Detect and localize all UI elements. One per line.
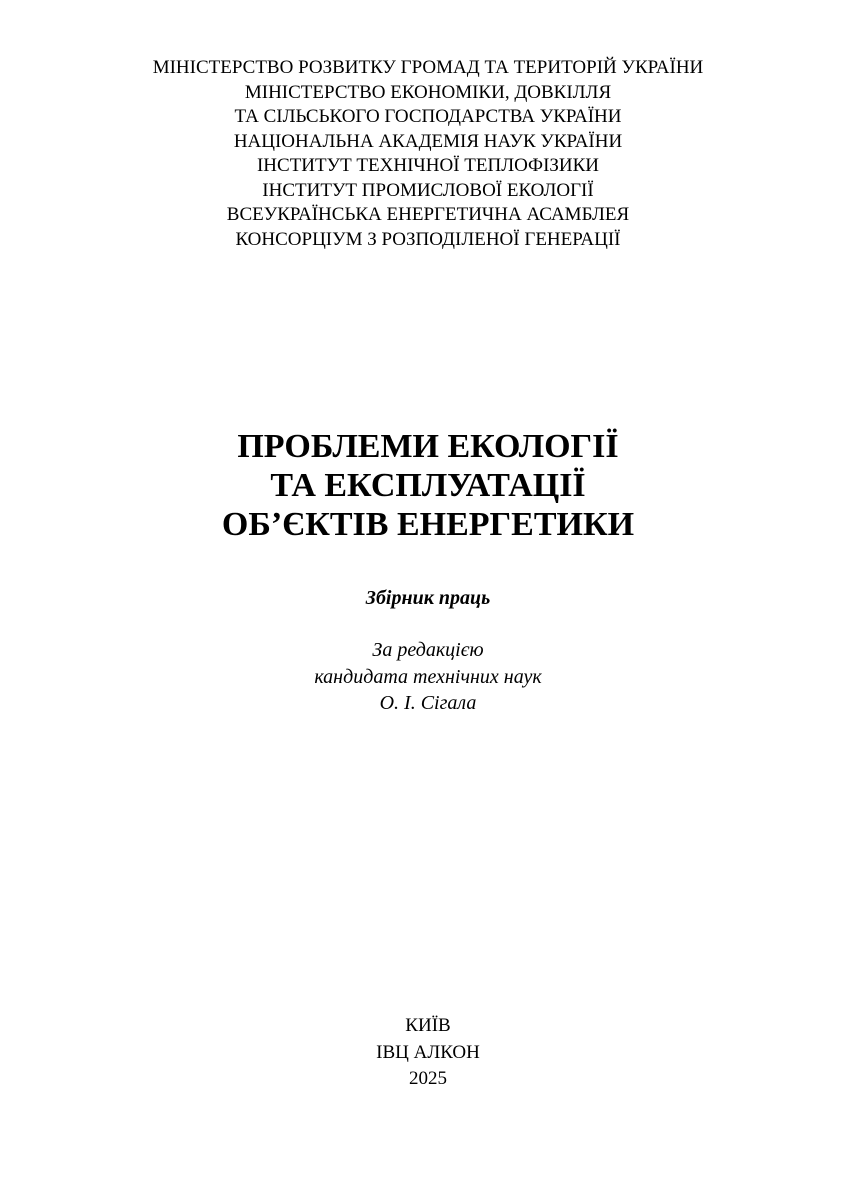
organization-line: МІНІСТЕРСТВО ЕКОНОМІКИ, ДОВКІЛЛЯ: [244, 81, 612, 103]
book-subtitle: Збірник праць: [365, 587, 491, 609]
editor-line: За редакцією: [372, 639, 484, 661]
organization-line: ІНСТИТУТ ПРОМИСЛОВОЇ ЕКОЛОГІЇ: [262, 179, 594, 201]
organization-line: ВСЕУКРАЇНСЬКА ЕНЕРГЕТИЧНА АСАМБЛЕЯ: [226, 204, 630, 225]
organization-line: ТА СІЛЬСЬКОГО ГОСПОДАРСТВА УКРАЇНИ: [234, 106, 622, 127]
book-title-line: ТА ЕКСПЛУАТАЦІЇ: [270, 467, 586, 504]
organization-line: МІНІСТЕРСТВО РОЗВИТКУ ГРОМАД ТА ТЕРИТОРІЙ УКРАЇНИ: [152, 57, 704, 78]
editor-block: [0, 637, 856, 717]
organizations-block: [0, 56, 856, 252]
imprint-city: КИЇВ: [405, 1015, 451, 1036]
organization-line: НАЦІОНАЛЬНА АКАДЕМІЯ НАУК УКРАЇНИ: [233, 130, 623, 152]
book-title-line: ОБ’ЄКТІВ ЕНЕРГЕТИКИ: [221, 506, 635, 543]
organization-line: ІНСТИТУТ ТЕХНІЧНОЇ ТЕПЛОФІЗИКИ: [256, 155, 600, 176]
imprint-year: 2025: [409, 1068, 447, 1089]
editor-line: кандидата технічних наук: [314, 665, 542, 688]
imprint-publisher: ІВЦ АЛКОН: [376, 1041, 480, 1063]
book-title: [0, 427, 856, 544]
editor-name: О. І. Сігала: [379, 692, 477, 714]
book-title-line: ПРОБЛЕМИ ЕКОЛОГІЇ: [237, 428, 619, 465]
imprint-block: [0, 1013, 856, 1093]
organization-line: КОНСОРЦІУМ З РОЗПОДІЛЕНОЇ ГЕНЕРАЦІЇ: [235, 228, 621, 250]
